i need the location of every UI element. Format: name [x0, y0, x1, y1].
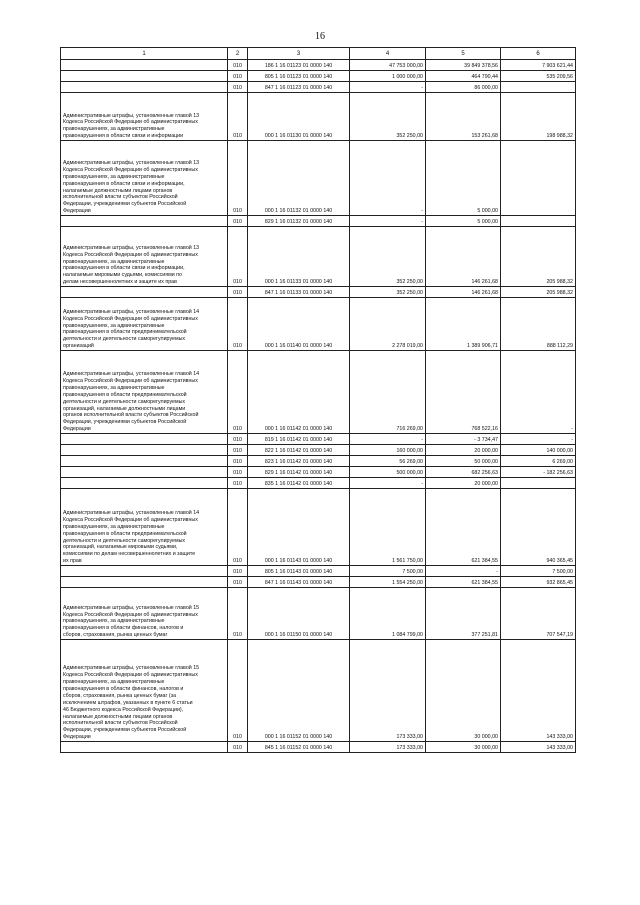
row-executed-value: 768 522,16: [426, 351, 501, 434]
row-code: 010: [228, 60, 248, 71]
table-row: [61, 60, 576, 71]
row-unexecuted-value: [501, 141, 576, 216]
row-description: Административные штрафы, установленные главой 15 Кодекса Российской Федерации об административных правонарушениях, за административные правонарушения в области финансов, налогов и сборов, страхования, рынка ценных бумаг (за исключением штрафов, указанных в пункте 6 статьи 46 Бюджетного кодекса Российской Федерации), налагаемые должностными лицами органов исполнительной власти субъектов Российской Федерации, учреждениями субъектов Российской Федерации: [61, 640, 228, 742]
row-budget-code: 000 1 16 01132 01 0000 140: [248, 141, 350, 216]
row-approved-value: 1 084 799,00: [350, 588, 426, 640]
row-unexecuted-value: 198 988,32: [501, 93, 576, 141]
row-executed-value: 5 000,00: [426, 216, 501, 227]
table-row: [61, 742, 576, 753]
row-unexecuted-value: 6 269,00: [501, 456, 576, 467]
row-code: 010: [228, 141, 248, 216]
row-approved-value: 2 278 019,00: [350, 298, 426, 351]
report-table: [60, 47, 576, 753]
row-unexecuted-value: 7 500,00: [501, 566, 576, 577]
row-description: Административные штрафы, установленные главой 13 Кодекса Российской Федерации об административных правонарушениях, за административные правонарушения в области связи и информации, налагаемые должностными лицами органов исполнительной власти субъектов Российской Федерации, учреждениями субъектов Российской Федерации: [61, 141, 228, 216]
row-unexecuted-value: - 182 256,63: [501, 467, 576, 478]
row-budget-code: 000 1 16 01143 01 0000 140: [248, 489, 350, 566]
table-row: [61, 82, 576, 93]
row-approved-value: 1 561 750,00: [350, 489, 426, 566]
row-executed-value: 621 384,55: [426, 577, 501, 588]
row-executed-value: 1 389 906,71: [426, 298, 501, 351]
row-approved-value: 56 269,00: [350, 456, 426, 467]
row-description: Административные штрафы, установленные главой 13 Кодекса Российской Федерации об административных правонарушениях, за административные правонарушения в области связи и информации, налагаемые мировыми судьями, комиссиями по делам несовершеннолетних и защите их прав: [61, 227, 228, 287]
row-executed-value: 20 000,00: [426, 478, 501, 489]
row-budget-code: 847 1 16 01123 01 0000 140: [248, 82, 350, 93]
column-header: 3: [248, 48, 350, 60]
row-unexecuted-value: [501, 478, 576, 489]
row-executed-value: 50 000,00: [426, 456, 501, 467]
row-unexecuted-value: 888 112,29: [501, 298, 576, 351]
row-executed-value: 86 000,00: [426, 82, 501, 93]
row-budget-code: 847 1 16 01133 01 0000 140: [248, 287, 350, 298]
row-approved-value: 352 250,00: [350, 93, 426, 141]
table-row: [61, 287, 576, 298]
column-header: 5: [426, 48, 501, 60]
row-code: 010: [228, 640, 248, 742]
row-budget-code: 805 1 16 01123 01 0000 140: [248, 71, 350, 82]
table-row: [61, 141, 576, 216]
row-code: 010: [228, 93, 248, 141]
table-row: [61, 434, 576, 445]
row-code: 010: [228, 434, 248, 445]
column-header: 1: [61, 48, 228, 60]
row-description: [61, 82, 228, 93]
row-description: [61, 60, 228, 71]
row-approved-value: 500 000,00: [350, 467, 426, 478]
row-budget-code: 823 1 16 01142 01 0000 140: [248, 456, 350, 467]
table-row: [61, 445, 576, 456]
page-number: 16: [315, 31, 325, 42]
row-executed-value: -: [426, 566, 501, 577]
row-approved-value: 1 554 250,00: [350, 577, 426, 588]
row-code: 010: [228, 287, 248, 298]
row-code: 010: [228, 445, 248, 456]
row-code: 010: [228, 467, 248, 478]
row-code: 010: [228, 298, 248, 351]
row-budget-code: 000 1 16 01152 01 0000 140: [248, 640, 350, 742]
row-unexecuted-value: 205 988,32: [501, 287, 576, 298]
row-description: [61, 478, 228, 489]
row-approved-value: 47 753 000,00: [350, 60, 426, 71]
row-budget-code: 186 1 16 01123 01 0000 140: [248, 60, 350, 71]
row-approved-value: 352 250,00: [350, 287, 426, 298]
row-code: 010: [228, 456, 248, 467]
row-unexecuted-value: 143 333,00: [501, 640, 576, 742]
row-approved-value: 716 269,00: [350, 351, 426, 434]
table-row: [61, 489, 576, 566]
row-executed-value: 153 261,68: [426, 93, 501, 141]
table-row: [61, 478, 576, 489]
column-header: 4: [350, 48, 426, 60]
row-budget-code: 822 1 16 01142 01 0000 140: [248, 445, 350, 456]
row-unexecuted-value: -: [501, 434, 576, 445]
row-description: [61, 434, 228, 445]
row-description: [61, 287, 228, 298]
row-unexecuted-value: [501, 216, 576, 227]
table-row: [61, 588, 576, 640]
row-budget-code: 000 1 16 01130 01 0000 140: [248, 93, 350, 141]
table-row: [61, 640, 576, 742]
row-unexecuted-value: 143 333,00: [501, 742, 576, 753]
table-row: [61, 456, 576, 467]
row-description: [61, 216, 228, 227]
row-code: 010: [228, 566, 248, 577]
row-approved-value: -: [350, 82, 426, 93]
row-executed-value: 30 000,00: [426, 640, 501, 742]
table-row: [61, 227, 576, 287]
row-description: [61, 445, 228, 456]
row-code: 010: [228, 82, 248, 93]
row-unexecuted-value: [501, 82, 576, 93]
row-code: 010: [228, 71, 248, 82]
row-unexecuted-value: 205 988,32: [501, 227, 576, 287]
row-executed-value: 146 261,68: [426, 287, 501, 298]
row-executed-value: 621 384,55: [426, 489, 501, 566]
row-code: 010: [228, 742, 248, 753]
row-code: 010: [228, 588, 248, 640]
row-description: Административные штрафы, установленные главой 14 Кодекса Российской Федерации об административных правонарушениях, за административные правонарушения в области предпринимательской деятельности и деятельности саморегулируемых организаций, налагаемые должностными лицами органов исполнительной власти субъектов Российской Федерации, учреждениями субъектов Российской Федерации: [61, 351, 228, 434]
row-budget-code: 819 1 16 01142 01 0000 140: [248, 434, 350, 445]
row-budget-code: 847 1 16 01143 01 0000 140: [248, 577, 350, 588]
table-row: [61, 298, 576, 351]
row-unexecuted-value: 535 209,56: [501, 71, 576, 82]
row-budget-code: 835 1 16 01142 01 0000 140: [248, 478, 350, 489]
row-budget-code: 000 1 16 01142 01 0000 140: [248, 351, 350, 434]
row-approved-value: 173 333,00: [350, 640, 426, 742]
row-code: 010: [228, 577, 248, 588]
table-header-row: [61, 48, 576, 60]
row-description: [61, 456, 228, 467]
row-description: Административные штрафы, установленные главой 15 Кодекса Российской Федерации об административных правонарушениях, за административные правонарушения в области финансов, налогов и сборов, страхования, рынка ценных бумаг: [61, 588, 228, 640]
row-executed-value: - 3 734,47: [426, 434, 501, 445]
row-executed-value: 377 251,81: [426, 588, 501, 640]
row-budget-code: 000 1 16 01133 01 0000 140: [248, 227, 350, 287]
row-approved-value: -: [350, 141, 426, 216]
row-budget-code: 000 1 16 01140 01 0000 140: [248, 298, 350, 351]
column-header: 6: [501, 48, 576, 60]
row-budget-code: 829 1 16 01132 01 0000 140: [248, 216, 350, 227]
row-description: [61, 577, 228, 588]
row-approved-value: 160 000,00: [350, 445, 426, 456]
column-header: 2: [228, 48, 248, 60]
row-unexecuted-value: 932 865,45: [501, 577, 576, 588]
table-row: [61, 71, 576, 82]
row-code: 010: [228, 351, 248, 434]
row-description: [61, 467, 228, 478]
row-budget-code: 829 1 16 01142 01 0000 140: [248, 467, 350, 478]
row-approved-value: -: [350, 478, 426, 489]
row-code: 010: [228, 478, 248, 489]
row-unexecuted-value: 7 903 621,44: [501, 60, 576, 71]
row-description: [61, 566, 228, 577]
row-executed-value: 30 000,00: [426, 742, 501, 753]
row-executed-value: 682 256,63: [426, 467, 501, 478]
row-executed-value: 146 261,68: [426, 227, 501, 287]
row-executed-value: 5 000,00: [426, 141, 501, 216]
row-code: 010: [228, 227, 248, 287]
row-executed-value: 39 849 378,56: [426, 60, 501, 71]
row-budget-code: 000 1 16 01150 01 0000 140: [248, 588, 350, 640]
row-code: 010: [228, 489, 248, 566]
row-description: Административные штрафы, установленные главой 14 Кодекса Российской Федерации об административных правонарушениях, за административные правонарушения в области предпринимательской деятельности и деятельности саморегулируемых организаций: [61, 298, 228, 351]
row-approved-value: 173 333,00: [350, 742, 426, 753]
row-executed-value: 20 000,00: [426, 445, 501, 456]
row-code: 010: [228, 216, 248, 227]
row-unexecuted-value: 940 365,45: [501, 489, 576, 566]
row-description: [61, 742, 228, 753]
row-budget-code: 805 1 16 01143 01 0000 140: [248, 566, 350, 577]
row-unexecuted-value: -: [501, 351, 576, 434]
row-approved-value: 7 500,00: [350, 566, 426, 577]
row-approved-value: -: [350, 434, 426, 445]
row-unexecuted-value: 707 547,19: [501, 588, 576, 640]
row-approved-value: 1 000 000,00: [350, 71, 426, 82]
row-approved-value: -: [350, 216, 426, 227]
table-row: [61, 566, 576, 577]
row-description: Административные штрафы, установленные главой 13 Кодекса Российской Федерации об административных правонарушениях, за административные правонарушения в области связи и информации: [61, 93, 228, 141]
table-row: [61, 93, 576, 141]
row-executed-value: 464 790,44: [426, 71, 501, 82]
row-description: [61, 71, 228, 82]
row-approved-value: 352 250,00: [350, 227, 426, 287]
row-budget-code: 845 1 16 01152 01 0000 140: [248, 742, 350, 753]
row-description: Административные штрафы, установленные главой 14 Кодекса Российской Федерации об административных правонарушениях, за административные правонарушения в области предпринимательской деятельности и деятельности саморегулируемых организаций, налагаемые мировыми судьями, комиссиями по делам несовершеннолетних и защите их прав: [61, 489, 228, 566]
table-row: [61, 467, 576, 478]
table-row: [61, 577, 576, 588]
row-unexecuted-value: 140 000,00: [501, 445, 576, 456]
table-row: [61, 351, 576, 434]
table-row: [61, 216, 576, 227]
